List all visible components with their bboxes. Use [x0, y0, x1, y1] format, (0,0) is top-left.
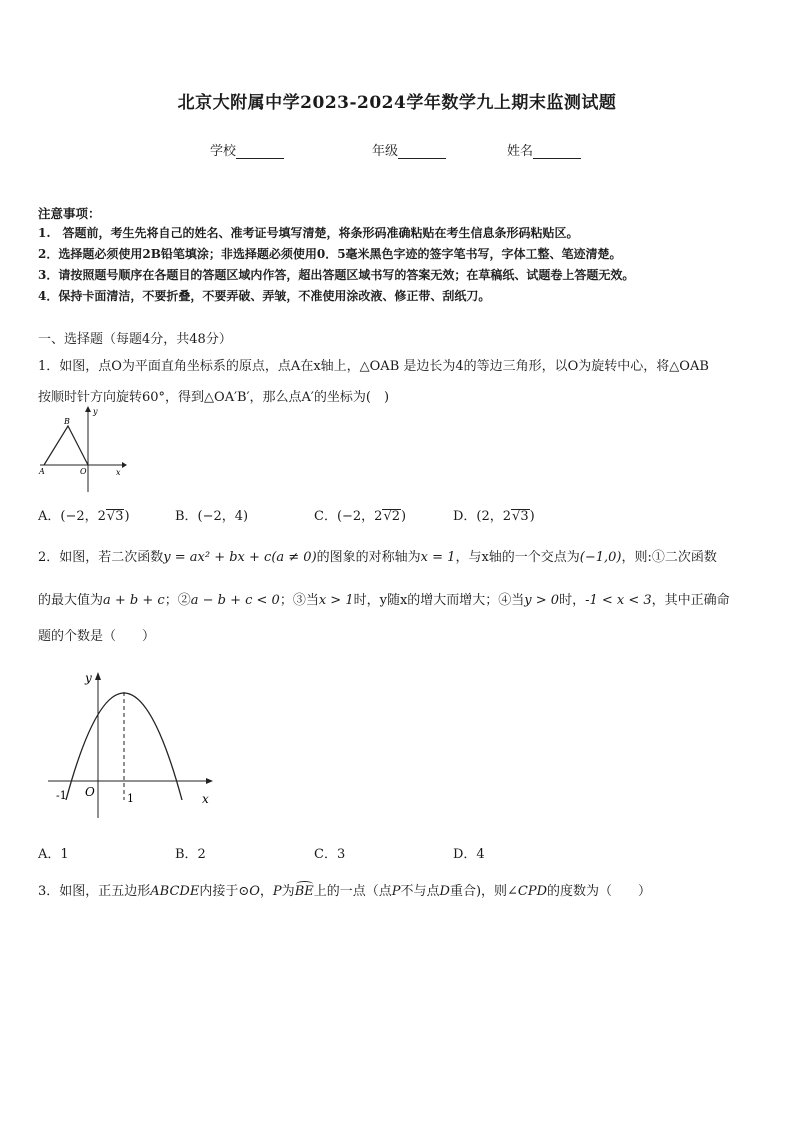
- q1-line2: 按顺时针方向旋转60°，得到△OA′B′，那么点A′的坐标为( ): [38, 390, 390, 405]
- grade-label: 年级: [372, 144, 399, 159]
- note-item: 2．选择题必须使用2B铅笔填涂；非选择题必须使用0．5毫米黑色字迹的签字笔书写，字体工整、笔迹清楚。: [38, 247, 622, 261]
- q2-line1: 2．如图，若二次函数y = ax² + bx + c(a ≠ 0)的图象的对称轴为x = 1，与x轴的一个交点为(−1,0)，则:①二次函数: [38, 550, 717, 565]
- q1-line1: 1．如图，点O为平面直角坐标系的原点，点A在x轴上，△OAB 是边长为4的等边三角形，以O为旋转中心，将△OAB: [38, 359, 709, 374]
- q1-x-arrow: [122, 462, 127, 468]
- school-blank: [236, 145, 284, 159]
- q2-y-arrow: [95, 672, 101, 680]
- q1-option-b: B．(−2，4): [175, 509, 249, 524]
- q3-arc-be: BE: [295, 884, 314, 899]
- q2-parabola-figure: [40, 668, 220, 820]
- grade-field: [372, 140, 446, 159]
- note-item: 3．请按照题号顺序在各题目的答题区域内作答，超出答题区域书写的答案无效；在草稿纸、试题卷上答题无效。: [38, 268, 635, 282]
- q1-label-b: B: [64, 417, 70, 426]
- q2-label-x: x: [202, 792, 209, 806]
- q2-label-y: y: [85, 671, 92, 685]
- school-label: 学校: [210, 144, 237, 159]
- q2-line2: 的最大值为a + b + c；②a − b + c < 0；③当x > 1时，y随x的增大而增大；④当y > 0时，-1 < x < 3，其中正确命: [38, 593, 730, 608]
- name-label: 姓名: [507, 144, 534, 159]
- q2-x-arrow: [206, 778, 213, 784]
- q1-label-x: x: [116, 468, 121, 477]
- section-title: 一、选择题（每题4分，共48分）: [38, 332, 232, 347]
- q1-option-c: C．(−2，2√2): [314, 509, 407, 524]
- name-field: [507, 140, 581, 159]
- notes-heading: 注意事项：: [38, 206, 101, 221]
- q1-option-a: A．(−2，2√3): [38, 509, 130, 524]
- q2-label-neg1: -1: [56, 789, 67, 802]
- school-field: [210, 140, 284, 159]
- q1-label-o: O: [80, 467, 87, 476]
- name-blank: [533, 145, 581, 159]
- q2-option-c: C．3: [314, 847, 346, 862]
- q1-triangle: [44, 426, 88, 465]
- q3-line1: 3．如图，正五边形ABCDE内接于⊙O，P为 BE上的一点（点P不与点D重合)，则∠CPD的度数为（ ）: [38, 880, 651, 899]
- grade-blank: [398, 145, 446, 159]
- q2-option-b: B．2: [175, 847, 206, 862]
- q2-option-d: D．4: [453, 847, 485, 862]
- q1-triangle-figure: [36, 404, 128, 494]
- q2-option-a: A．1: [38, 847, 69, 862]
- q1-label-a: A: [39, 467, 45, 476]
- q1-label-y: y: [93, 407, 98, 416]
- q1-y-arrow: [85, 406, 91, 412]
- q2-label-1: 1: [127, 792, 134, 805]
- q2-line3: 题的个数是（ ）: [38, 629, 156, 644]
- q1-option-d: D．(2，2√3): [453, 509, 535, 524]
- note-item: 1. 答题前，考生先将自己的姓名、准考证号填写清楚，将条形码准确粘贴在考生信息条形码粘贴区。: [38, 226, 579, 240]
- note-item: 4．保持卡面清洁，不要折叠，不要弄破、弄皱，不准使用涂改液、修正带、刮纸刀。: [38, 289, 491, 303]
- q2-label-o: O: [85, 785, 95, 799]
- page-title: 北京大附属中学2023-2024学年数学九上期末监测试题: [177, 93, 617, 113]
